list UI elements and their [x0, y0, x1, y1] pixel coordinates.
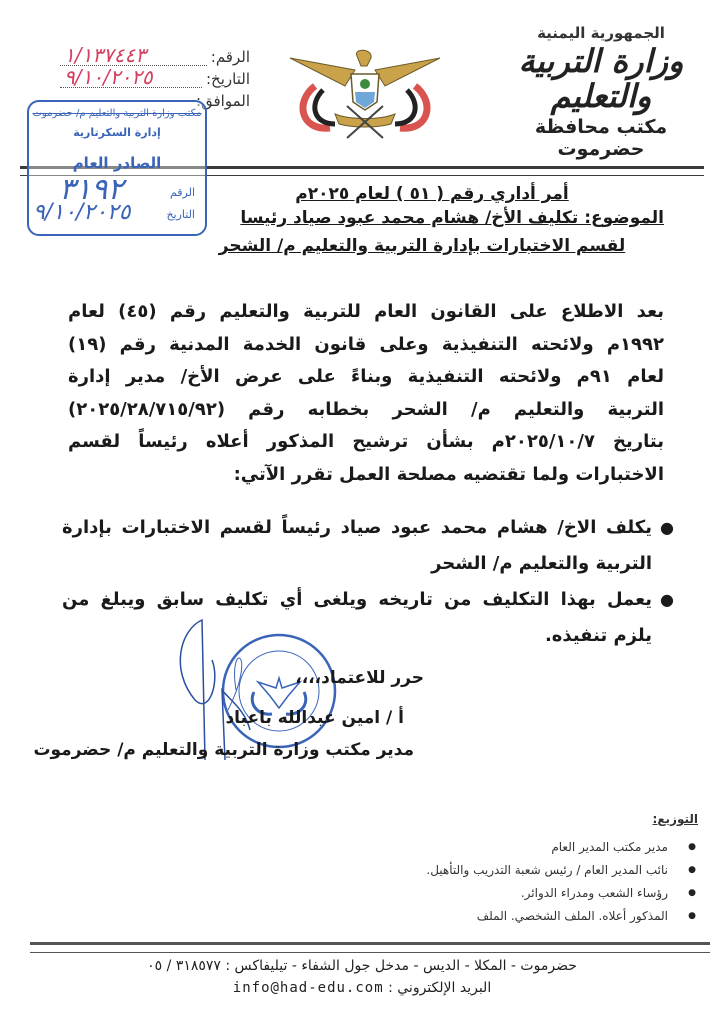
letterhead	[496, 24, 706, 160]
distribution-item: ● مدير مكتب المدير العام	[398, 836, 668, 859]
stamp-number-value: ٣١٩٢	[59, 172, 124, 207]
date-value: ٩/١٠/٢٠٢٥	[64, 65, 153, 89]
email-link[interactable]: info@had-edu.com	[232, 980, 384, 996]
email-label: البريد الإلكتروني :	[388, 980, 492, 996]
attachments-label: الموافق:	[195, 92, 250, 110]
signatory-position: مدير مكتب وزارة التربية والتعليم م/ حضرموت	[33, 740, 414, 760]
republic-name: الجمهورية اليمنية	[537, 24, 665, 42]
body-line: الاختبارات ولما تقتضيه مصلحة العمل تقرر الآتي:	[233, 463, 664, 485]
closing-phrase: حرر للاعتماد،،،،	[295, 668, 424, 688]
distribution-item: ● المذكور أعلاه. الملف الشخصي. الملف	[398, 905, 668, 928]
number-field	[60, 44, 250, 66]
signatory-name: أ / امين عبدالله باعباد	[225, 708, 404, 728]
bullet-icon: ●	[660, 590, 674, 609]
distribution-item: ● رؤساء الشعب ومدراء الدوائر.	[398, 882, 668, 905]
stamp-office: مكتب وزارة التربية والتعليم م/ حضرموت	[32, 108, 202, 119]
footer-divider	[30, 942, 710, 953]
distribution-list	[398, 812, 698, 928]
footer-email-line	[0, 977, 724, 999]
stamp-outgoing: الصادر العام	[72, 154, 162, 172]
footer	[0, 955, 724, 999]
body-line: ١٩٩٢م ولائحته التنفيذية وعلى قانون الخدمة المدنية رقم (١٩)	[68, 333, 664, 355]
stamp-number-label: الرقم	[169, 186, 195, 199]
decision-text: التربية والتعليم م/ الشحر	[431, 553, 652, 574]
order-title: أمر أداري رقم ( ٥١ ) لعام ٢٠٢٥م	[295, 184, 569, 204]
stamp-date-value: ٩/١٠/٢٠٢٥	[33, 200, 131, 225]
footer-address: حضرموت - المكلا - الديس - مدخل جول الشفاء - تيليفاكس : ٣١٨٥٧٧ / ٠٥	[147, 958, 577, 974]
body-line: التربية والتعليم م/ الشحر بخطابه رقم (٢٠٢٥/٢٨/٧١٥/٩٢)	[68, 398, 664, 420]
registry-stamp	[27, 100, 207, 236]
date-label: التاريخ:	[206, 70, 250, 88]
distribution-heading: التوزيع:	[652, 812, 698, 826]
decision-text: يلزم تنفيذه.	[544, 625, 652, 646]
ministry-name: وزارة التربية والتعليم	[518, 42, 684, 116]
office-name: مكتب محافظة حضرموت	[534, 116, 668, 161]
body-line: بعد الاطلاع على القانون العام للتربية والتعليم رقم (٤٥) لعام	[68, 301, 664, 322]
yemen-emblem-icon	[285, 46, 445, 142]
decision-text: يكلف الاخ/ هشام محمد عبود صياد رئيساً لقسم الاختبارات بإدارة	[62, 517, 652, 538]
subject-line-1: الموضوع: تكليف الأخ/ هشام محمد عبود صياد رئيسا	[240, 208, 664, 228]
decision-text: يعمل بهذا التكليف من تاريخه ويلغى أي تكليف سابق ويبلغ من	[62, 589, 652, 610]
number-value: ١/١٣٧٤٤٣	[64, 43, 146, 67]
body-line: لعام ٩١م ولائحته التنفيذية وبناءً على عرض الأخ/ مدير إدارة	[68, 366, 664, 387]
date-field	[60, 66, 250, 88]
body-line: بتاريخ ٢٠٢٥/١٠/٧م بشأن ترشيح المذكور أعلاه رئيساً لقسم	[68, 431, 664, 452]
order-body	[68, 296, 664, 491]
subject-line-2: لقسم الاختبارات بإدارة التربية والتعليم م/ الشحر	[218, 236, 626, 256]
bullet-icon: ●	[660, 518, 674, 537]
stamp-department: إدارة السكرتارية	[73, 126, 161, 139]
distribution-item: ● نائب المدير العام / رئيس شعبة التدريب والتأهيل.	[398, 859, 668, 882]
number-label: الرقم:	[210, 48, 250, 66]
stamp-date-label: التاريخ	[166, 208, 195, 221]
decision-item	[62, 510, 674, 582]
